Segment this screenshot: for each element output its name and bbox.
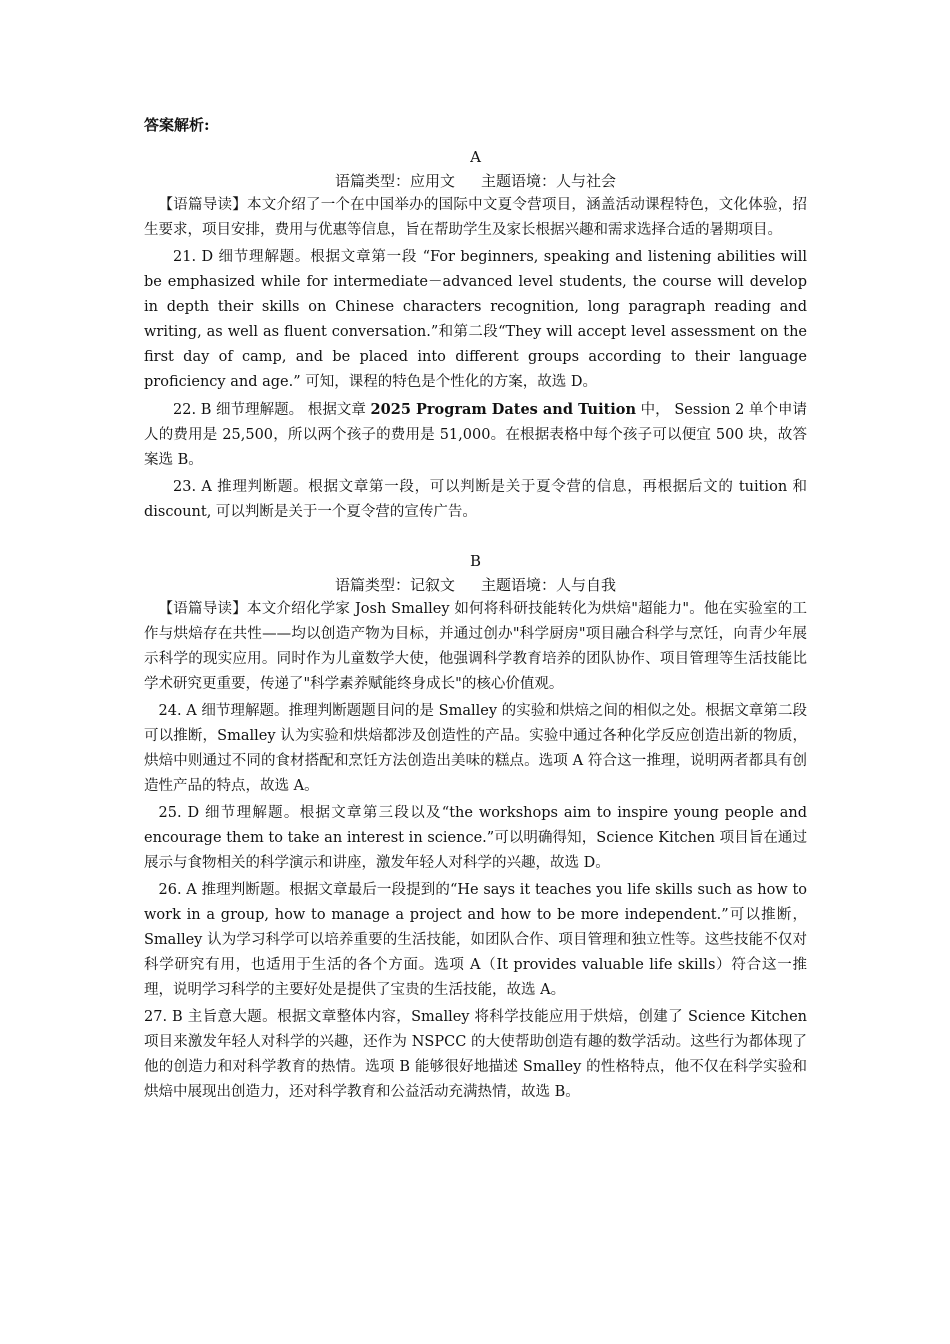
answer-key	[144, 113, 807, 1107]
section-b-intro-text: 本文介绍化学家 Josh Smalley 如何将科研技能转化为烘焙"超能力"。他在实验室的工作与烘焙存在共性——均以创造产物为目标，并通过创办"科学厨房"项目融合科学与烹饪，向青少年展示科学的现实应用。同时作为儿童数学大使，他强调科学教育培养的团队协作、项目管理等生活技能比学术研究更重要，传递了"科学素养赋能终身成长"的核心价值观。	[144, 601, 807, 692]
answer-24: 24. A 细节理解题。推理判断题题目问的是 Smalley 的实验和烘焙之间的相似之处。根据文章第二段可以推断，Smalley 认为实验和烘焙都涉及创造性的产品。实验中通过各种化学反应创造出新的物质，烘焙中则通过不同的食材搭配和烹饪方法创造出美味的糕点。选项 A 符合这一推理，说明两者都具有创造性产品的特点，故选 A。	[144, 703, 807, 794]
section-b-meta	[144, 573, 807, 597]
answer-header: 答案解析:	[144, 116, 210, 134]
answer-26: 26. A 推理判断题。根据文章最后一段提到的“He says it teaches you life skills such as how to work in a group, how to manage a project and how to be more independent.”可以推断，Smalley 认为学习科学可以培养重要的生活技能，如团队合作、项目管理和独立性等。这些技能不仅对科学研究有用，也适用于生活的各个方面。选项 A（It provides valuable life skills）符合这一推理，说明学习科学的主要好处是提供了宝贵的生活技能，故选 A。	[144, 882, 807, 998]
section-b-letter: B	[469, 552, 482, 570]
section-b-intro-mark: 【语篇导读】	[158, 601, 247, 617]
answer-25: 25. D 细节理解题。根据文章第三段以及“the workshops aim to inspire young people and encourage them to take an interest in science.”可以明确得知，Science Kitchen 项目旨在通过展示与食物相关的科学演示和讲座，激发年轻人对科学的兴趣，故选 D。	[144, 805, 807, 871]
section-a-intro-text: 本文介绍了一个在中国举办的国际中文夏令营项目，涵盖活动课程特色，文化体验，招生要求，项目安排，费用与优惠等信息，旨在帮助学生及家长根据兴趣和需求选择合适的暑期项目。	[144, 197, 808, 238]
answer-22-bold: 2025 Program Dates and Tuition	[370, 401, 636, 418]
answer-27: 27. B 主旨意大题。根据文章整体内容，Smalley 将科学技能应用于烘焙，创建了 Science Kitchen 项目来激发年轻人对科学的兴趣，还作为 NSPCC 的大使帮助创造有趣的数学活动。这些行为都体现了他的创造力和对科学教育的热情。选项 B 能够很好地描述 Smalley 的性格特点，他不仅在科学实验和烘焙中展现出创造力，还对科学教育和公益活动充满热情，故选 B。	[144, 1009, 807, 1100]
section-a-theme: 主题语境：人与社会	[481, 172, 617, 190]
section-b-theme: 主题语境：人与自我	[481, 576, 617, 594]
answer-23: 23. A 推理判断题。根据文章第一段，可以判断是关于夏令营的信息，再根据后文的 tuition 和 discount, 可以判断是关于一个夏令营的宣传广告。	[144, 479, 807, 520]
answer-22: 22. B 细节理解题。 根据文章 2025 Program Dates and Tuition 中， Session 2 单个申请人的费用是 25,500，所以两个孩子的费用是 51,000。在根据表格中每个孩子可以便宜 500 块，故答案选 B。	[144, 401, 808, 468]
section-b-type: 语篇类型：记叙文	[334, 576, 455, 594]
answer-21: 21. D 细节理解题。根据文章第一段 “For beginners, speaking and listening abilities will be emphasized while for intermediate－advanced level students, the course will develop in depth their skills on Chinese characters recognition, long paragraph reading and writing, as well as fluent conversation.”和第二段“They will accept level assessment on the first day of camp, and be placed into different groups according to their language proficiency and age.” 可知，课程的特色是个性化的方案，故选 D。	[144, 249, 807, 390]
section-a-type: 语篇类型：应用文	[334, 172, 455, 190]
section-b-intro	[144, 597, 807, 697]
section-a-intro	[144, 193, 807, 243]
section-a-intro-mark: 【语篇导读】	[158, 197, 247, 213]
section-a-meta	[144, 169, 807, 193]
section-a-letter: A	[470, 148, 481, 166]
